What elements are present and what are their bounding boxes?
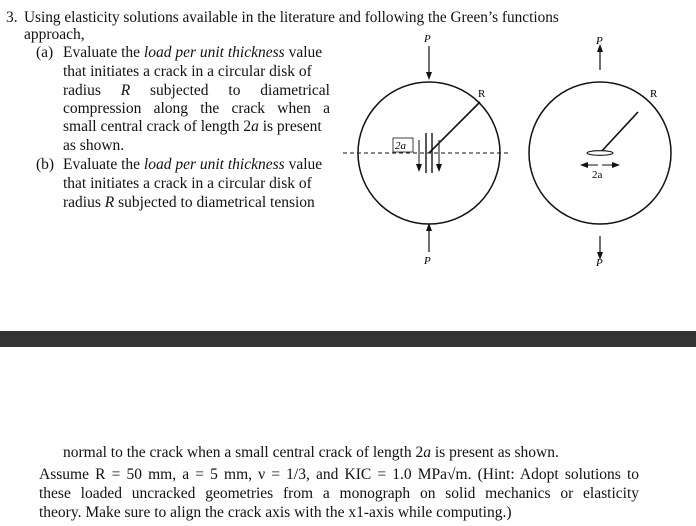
part-b-label: (b) [36,156,55,173]
continuation-line-1-pre: normal to the crack when a small central crack of length 2 [63,444,424,461]
part-b-line-1-pre: Evaluate the [63,156,144,173]
part-a-label: (a) [36,44,54,61]
continuation-line-1-post: is present as shown. [430,444,559,461]
part-a-line-1-post: value [284,44,323,61]
part-a-line-5-post: is present [258,118,322,135]
continuation-line-4: theory. Make sure to align the crack axis with the x1-axis while computing.) [39,504,512,521]
part-a-line-3-post: subjected to diametrical [130,82,330,99]
part-a-line-1-em: load per unit thickness [143,44,285,61]
part-a-line-2: that initiates a crack in a circular disk of [63,63,312,80]
left-radius-label: R [478,88,486,100]
right-crack-label: 2a [592,169,603,181]
left-radius-line [429,102,480,153]
continuation-line-2: Assume R = 50 mm, a = 5 mm, ν = 1/3, and KIC = 1.0 MPa√m. (Hint: Adopt solutions to [39,466,639,483]
right-bottom-load-label: P [596,257,603,269]
continuation-line-1 [63,443,559,462]
part-a-line-3-em: R [120,82,131,99]
right-radius-line [600,112,638,153]
right-disk-diagram [529,35,671,269]
part-a-line-6: as shown. [63,137,125,154]
right-top-load-label: P [596,35,603,47]
intro-line-2: approach, [24,26,85,43]
part-b-line-1-post: value [284,156,323,173]
left-bottom-load-label: P [424,255,431,267]
part-a-line-4: compression along the crack when a [63,100,330,117]
part-a-line-5-pre: small central crack of length 2 [63,118,252,135]
right-radius-label: R [650,88,658,100]
left-crack-label: 2a [395,140,406,152]
part-b-line-2: that initiates a crack in a circular disk of [63,175,312,192]
part-b-line-3-em: R [104,194,115,211]
problem-number: 3. [6,9,18,26]
part-b-line-3-post: subjected to diametrical tension [114,194,315,211]
intro-line-1: Using elasticity solutions available in the literature and following the Green’s functions [24,9,559,26]
part-b-line-1-em: load per unit thickness [143,156,285,173]
part-b-line-3-pre: radius [63,194,105,211]
left-top-load-label: P [424,33,431,45]
part-a-line-3-pre: radius [63,82,121,99]
right-crack [587,151,613,156]
continuation-line-3: these loaded uncracked geometries from a monograph on solid mechanics or elasticity [39,485,639,502]
part-a-line-1-pre: Evaluate the [63,44,144,61]
continuation-line-1-em: a [423,444,431,461]
page-separator-band [0,331,696,347]
part-a-line-5-em: a [251,118,259,135]
left-disk-diagram [343,33,510,267]
